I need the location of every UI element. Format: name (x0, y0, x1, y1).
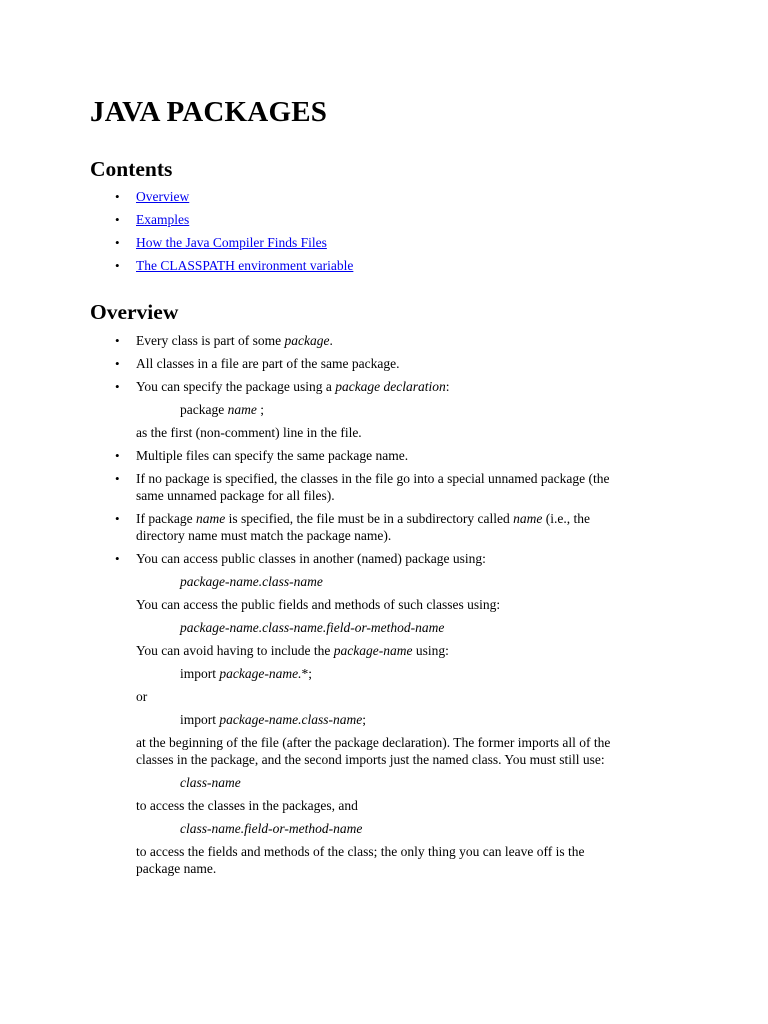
toc-link-overview[interactable]: Overview (136, 189, 190, 204)
text-avoid-package: You can avoid having to include the package-name using: (136, 643, 449, 658)
text-fields-methods: You can access the public fields and methods of such classes using: (136, 597, 501, 612)
text-access-fields-l1: to access the fields and methods of the class; the only thing you can leave off is the (136, 844, 585, 859)
text-first-line: as the first (non-comment) line in the file. (136, 425, 362, 440)
bullet-icon: • (115, 189, 120, 204)
overview-item-subdirectory-l2: directory name must match the package name). (136, 528, 392, 543)
bullet-icon: • (115, 448, 120, 463)
bullet-icon: • (115, 258, 120, 273)
toc-link-classpath[interactable]: The CLASSPATH environment variable (136, 258, 354, 273)
code-field-access: package-name.class-name.field-or-method-name (180, 620, 445, 635)
text-access-fields-l2: package name. (136, 861, 217, 876)
overview-item-subdirectory-l1: If package name is specified, the file must be in a subdirectory called name (i.e., the (136, 511, 590, 526)
code-class-access: package-name.class-name (180, 574, 323, 589)
text-access-classes: to access the classes in the packages, and (136, 798, 358, 813)
bullet-icon: • (115, 212, 120, 227)
bullet-icon: • (115, 379, 120, 394)
bullet-icon: • (115, 356, 120, 371)
bullet-icon: • (115, 471, 120, 486)
overview-item-multiple-files: Multiple files can specify the same package name. (136, 448, 409, 463)
toc-link-compiler[interactable]: How the Java Compiler Finds Files (136, 235, 327, 250)
text-beginning-l2: classes in the package, and the second imports just the named class. You must still use: (136, 752, 605, 767)
code-import-class: import package-name.class-name; (180, 712, 366, 727)
contents-heading: Contents (90, 157, 173, 181)
overview-item-package: Every class is part of some package. (136, 333, 333, 348)
overview-item-same-package: All classes in a file are part of the same package. (136, 356, 400, 371)
overview-heading: Overview (90, 300, 179, 324)
text-beginning-l1: at the beginning of the file (after the package declaration). The former imports all of the (136, 735, 611, 750)
page-title: JAVA PACKAGES (90, 96, 328, 128)
overview-item-unnamed-l2: same unnamed package for all files). (136, 488, 335, 503)
overview-item-access-public: You can access public classes in another (named) package using: (136, 551, 486, 566)
bullet-icon: • (115, 511, 120, 526)
bullet-icon: • (115, 333, 120, 348)
code-package-name: package name ; (180, 402, 264, 417)
text-or: or (136, 689, 148, 704)
code-import-all: import package-name.*; (180, 666, 312, 681)
code-class-name: class-name (180, 775, 241, 790)
code-class-field: class-name.field-or-method-name (180, 821, 363, 836)
toc-link-examples[interactable]: Examples (136, 212, 190, 227)
bullet-icon: • (115, 551, 120, 566)
overview-item-declaration: You can specify the package using a package declaration: (136, 379, 450, 394)
overview-item-unnamed-l1: If no package is specified, the classes in the file go into a special unnamed package (the (136, 471, 610, 486)
bullet-icon: • (115, 235, 120, 250)
